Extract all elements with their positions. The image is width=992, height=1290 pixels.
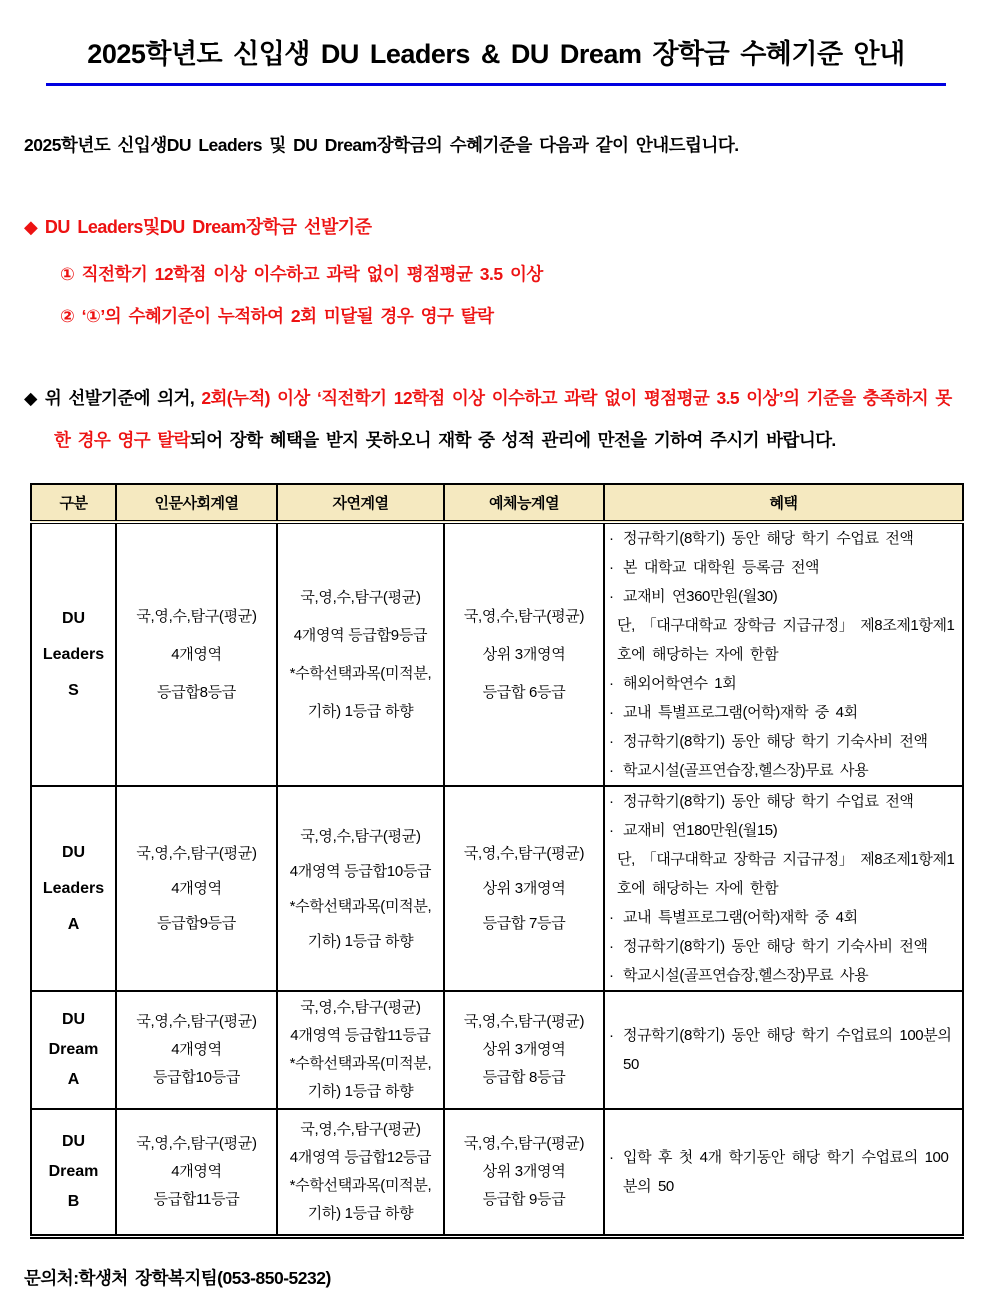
criteria-items xyxy=(60,253,962,337)
cell-line: 상위 3개영역 xyxy=(482,1041,566,1058)
cell-category xyxy=(31,786,116,991)
criteria-item-1: ① 직전학기 12학점 이상 이수하고 과락 없이 평점평균 3.5 이상 xyxy=(60,264,543,284)
category-line: Leaders xyxy=(42,879,105,897)
diamond-bullet-icon: ◆ xyxy=(24,217,38,237)
cell-category xyxy=(31,522,116,786)
category-line: Dream xyxy=(48,1162,99,1180)
category-line: A xyxy=(67,1071,80,1088)
category-line: A xyxy=(67,915,80,933)
benefit-item xyxy=(609,1143,958,1201)
criteria-table xyxy=(30,483,964,1239)
cell-line: 상위 3개영역 xyxy=(482,880,566,897)
cell-line: 기하) 1등급 하향 xyxy=(307,1204,414,1222)
benefit-item xyxy=(609,903,958,932)
cell-line: 등급합10등급 xyxy=(152,1069,241,1086)
cell-line: 국,영,수,탐구(평균) xyxy=(463,845,585,862)
category-line: Leaders xyxy=(42,645,105,663)
column-header: 예체능계열 xyxy=(444,484,604,522)
cell-line: 등급합9등급 xyxy=(157,915,236,932)
cell-arts-athletics xyxy=(444,991,604,1109)
cell-line: 국,영,수,탐구(평균) xyxy=(300,827,421,845)
benefit-item xyxy=(609,1021,958,1079)
dot-bullet-icon: · xyxy=(609,675,614,692)
benefit-text: 입학 후 첫 4개 학기동안 해당 학기 수업료의 100분의 50 xyxy=(623,1148,949,1195)
cell-humanities xyxy=(116,1109,277,1236)
dot-bullet-icon: · xyxy=(609,909,614,926)
column-header: 인문사회계열 xyxy=(116,484,277,522)
benefit-item xyxy=(609,669,958,698)
cell-line: 상위 3개영역 xyxy=(482,1162,566,1180)
dot-bullet-icon: · xyxy=(609,1148,614,1166)
dot-bullet-icon: · xyxy=(609,1027,614,1044)
benefit-item xyxy=(609,787,958,816)
dot-bullet-icon: · xyxy=(609,733,614,750)
benefit-text: 정규학기(8학기) 동안 해당 학기 기숙사비 전액 xyxy=(623,733,928,750)
benefit-text: 본 대학교 대학원 등록금 전액 xyxy=(623,559,820,576)
table-body xyxy=(31,522,963,1236)
table-row xyxy=(31,522,963,786)
cell-category xyxy=(31,991,116,1109)
cell-line: 기하) 1등급 하향 xyxy=(307,932,414,950)
cell-natural-sciences xyxy=(277,522,444,786)
cell-humanities xyxy=(116,991,277,1109)
benefit-item xyxy=(609,816,958,845)
dot-bullet-icon: · xyxy=(609,530,614,547)
cell-line: 4개영역 xyxy=(171,645,222,663)
dot-bullet-icon: · xyxy=(609,559,614,576)
cell-line: 국,영,수,탐구(평균) xyxy=(300,1120,421,1138)
table-row xyxy=(31,786,963,991)
cell-line: 4개영역 xyxy=(171,1162,222,1180)
benefit-text: 정규학기(8학기) 동안 해당 학기 수업료 전액 xyxy=(623,530,914,547)
cell-arts-athletics xyxy=(444,522,604,786)
dot-bullet-icon: · xyxy=(609,588,614,605)
benefit-text: 교재비 연180만원(월15) xyxy=(623,822,778,839)
cell-line: 국,영,수,탐구(평균) xyxy=(136,845,257,862)
cell-line: 국,영,수,탐구(평균) xyxy=(463,607,585,625)
benefit-item xyxy=(609,553,958,582)
benefit-item xyxy=(609,961,958,990)
cell-line: 국,영,수,탐구(평균) xyxy=(300,999,421,1016)
category-line: DU xyxy=(61,1011,86,1028)
benefit-text: 학교시설(골프연습장,헬스장)무료 사용 xyxy=(623,967,869,984)
cell-line: 등급합 6등급 xyxy=(482,683,566,701)
benefit-text: 단, 「대구대학교 장학금 지급규정」 제8조제1항제1호에 해당하는 자에 한함 xyxy=(617,851,955,897)
dot-bullet-icon: · xyxy=(609,967,614,984)
benefit-text: 정규학기(8학기) 동안 해당 학기 수업료의 100분의 50 xyxy=(623,1027,952,1073)
benefit-item xyxy=(609,932,958,961)
cell-arts-athletics xyxy=(444,786,604,991)
benefit-text: 학교시설(골프연습장,헬스장)무료 사용 xyxy=(623,762,869,779)
column-header: 자연계열 xyxy=(277,484,444,522)
cell-line: 국,영,수,탐구(평균) xyxy=(300,588,421,606)
page-title: 2025학년도 신입생 DU Leaders & DU Dream 장학금 수혜기준 안내 xyxy=(87,39,905,69)
cell-humanities xyxy=(116,786,277,991)
intro-paragraph: 2025학년도 신입생DU Leaders 및 DU Dream장학금의 수혜기준을 다음과 같이 안내드립니다. xyxy=(24,135,739,155)
header-row xyxy=(31,484,963,522)
cell-line: 등급합 8등급 xyxy=(482,1069,566,1086)
benefit-item xyxy=(609,582,958,611)
cell-line: 4개영역 등급합9등급 xyxy=(293,626,428,644)
cell-benefits xyxy=(604,786,963,991)
warning-black-prefix: 위 선발기준에 의거, xyxy=(44,388,202,408)
category-line: S xyxy=(68,681,79,699)
cell-line: 기하) 1등급 하향 xyxy=(307,702,414,720)
benefit-text: 단, 「대구대학교 장학금 지급규정」 제8조제1항제1호에 해당하는 자에 한함 xyxy=(617,617,955,663)
cell-line: 국,영,수,탐구(평균) xyxy=(463,1013,585,1030)
section-heading-text: DU Leaders및DU Dream장학금 선발기준 xyxy=(44,217,372,237)
dot-bullet-icon: · xyxy=(609,704,614,721)
cell-line: *수학선택과목(미적분, xyxy=(289,897,432,915)
cell-line: 상위 3개영역 xyxy=(482,645,566,663)
benefit-item xyxy=(609,524,958,553)
table-head xyxy=(31,484,963,522)
cell-arts-athletics xyxy=(444,1109,604,1236)
benefit-text: 해외어학연수 1회 xyxy=(623,675,737,692)
dot-bullet-icon: · xyxy=(609,762,614,779)
table-row xyxy=(31,991,963,1109)
cell-line: *수학선택과목(미적분, xyxy=(289,1176,432,1194)
cell-line: *수학선택과목(미적분, xyxy=(289,1055,432,1072)
benefit-item xyxy=(609,698,958,727)
cell-line: 등급합11등급 xyxy=(153,1190,240,1208)
dot-bullet-icon: · xyxy=(609,822,614,839)
benefit-continuation-line xyxy=(609,845,958,903)
benefit-item xyxy=(609,756,958,785)
warning-paragraph xyxy=(24,377,962,461)
cell-natural-sciences xyxy=(277,1109,444,1236)
cell-line: 등급합 7등급 xyxy=(482,915,566,932)
benefit-item xyxy=(609,727,958,756)
benefit-text: 교내 특별프로그램(어학)재학 중 4회 xyxy=(623,909,858,926)
criteria-item-2: ② ‘①’의 수혜기준이 누적하여 2회 미달될 경우 영구 탈락 xyxy=(60,306,494,326)
category-line: DU xyxy=(61,1132,86,1150)
column-header: 구분 xyxy=(31,484,116,522)
cell-natural-sciences xyxy=(277,786,444,991)
title-block xyxy=(46,26,946,86)
warning-black-suffix: 되어 장학 혜택을 받지 못하오니 재학 중 성적 관리에 만전을 기하여 주시기 바랍니다. xyxy=(189,430,836,450)
section-heading xyxy=(24,213,962,239)
cell-line: 국,영,수,탐구(평균) xyxy=(463,1134,585,1152)
cell-line: 국,영,수,탐구(평균) xyxy=(136,1134,257,1152)
cell-category xyxy=(31,1109,116,1236)
benefit-text: 교내 특별프로그램(어학)재학 중 4회 xyxy=(623,704,858,721)
cell-line: 등급합 9등급 xyxy=(482,1190,566,1208)
cell-humanities xyxy=(116,522,277,786)
cell-line: 등급합8등급 xyxy=(157,683,236,701)
category-line: DU xyxy=(61,609,86,627)
contact-footer: 문의처:학생처 장학복지팀(053-850-5232) xyxy=(24,1267,331,1288)
cell-natural-sciences xyxy=(277,991,444,1109)
dot-bullet-icon: · xyxy=(609,938,614,955)
dot-bullet-icon: · xyxy=(609,793,614,810)
cell-line: 4개영역 xyxy=(171,880,222,897)
cell-line: 국,영,수,탐구(평균) xyxy=(136,1013,257,1030)
cell-benefits xyxy=(604,522,963,786)
category-line: B xyxy=(67,1192,80,1210)
benefit-text: 교재비 연360만원(월30) xyxy=(623,588,778,605)
cell-line: 4개영역 등급합11등급 xyxy=(290,1027,431,1044)
cell-line: *수학선택과목(미적분, xyxy=(289,664,432,682)
benefit-text: 정규학기(8학기) 동안 해당 학기 수업료 전액 xyxy=(623,793,914,810)
cell-benefits xyxy=(604,1109,963,1236)
category-line: Dream xyxy=(48,1041,99,1058)
category-line: DU xyxy=(61,843,86,861)
cell-line: 기하) 1등급 하향 xyxy=(307,1083,414,1100)
benefit-continuation-line xyxy=(609,611,958,669)
selection-criteria-section xyxy=(24,213,962,337)
cell-line: 4개영역 등급합10등급 xyxy=(289,862,432,880)
cell-line: 국,영,수,탐구(평균) xyxy=(136,607,257,625)
warning-red-emphasis: 2회(누적) 이상 ‘직전학기 12학점 이상 이수하고 과락 없이 평점평균 3.5 이상’의 기준을 충족하지 못한 경우 영구 탈락 xyxy=(54,388,952,450)
column-header: 혜택 xyxy=(604,484,963,522)
table-row xyxy=(31,1109,963,1236)
diamond-bullet-icon: ◆ xyxy=(24,388,37,408)
cell-line: 4개영역 등급합12등급 xyxy=(289,1148,432,1166)
cell-line: 4개영역 xyxy=(171,1041,222,1058)
cell-benefits xyxy=(604,991,963,1109)
benefit-text: 정규학기(8학기) 동안 해당 학기 기숙사비 전액 xyxy=(623,938,928,955)
